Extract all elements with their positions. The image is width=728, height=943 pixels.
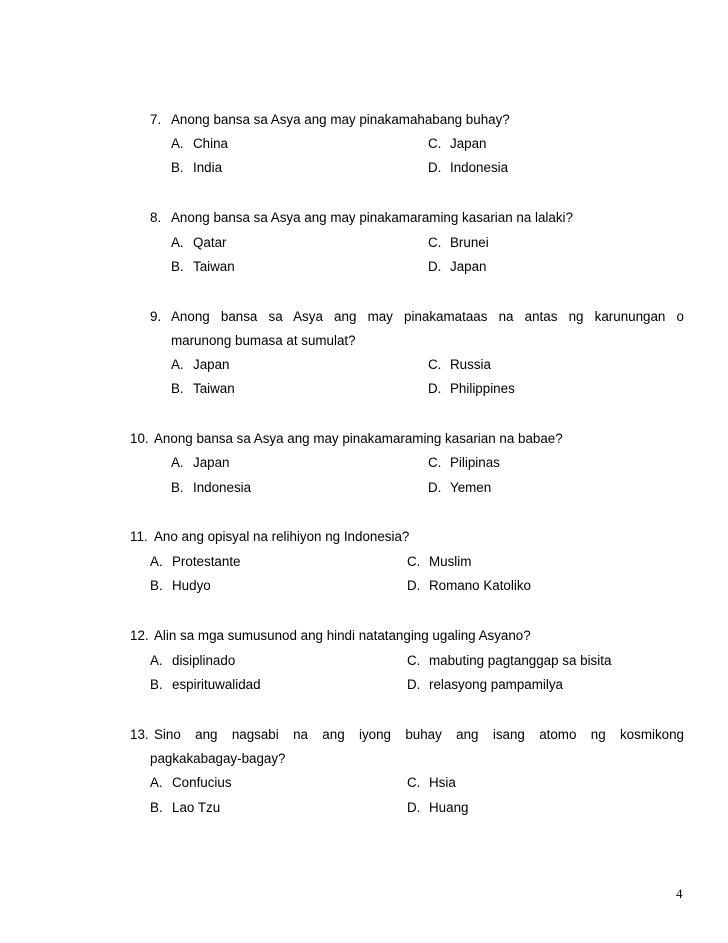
option-d: D. Japan [428, 259, 487, 274]
option-b: B. Indonesia [171, 480, 252, 495]
option-b: B. espirituwalidad [150, 677, 261, 692]
question-text-line-1: Anong bansa sa Asya ang may pinakamataas na antas ng karunungan o [171, 309, 684, 324]
option-a: A. Japan [171, 455, 230, 470]
option-d: D. relasyong pampamilya [407, 677, 563, 692]
option-a: A. Confucius [150, 775, 232, 790]
question-number: 12. [130, 628, 149, 643]
option-c: C. Pilipinas [428, 455, 500, 470]
question-number: 8. [150, 210, 162, 225]
page-number: 4 [676, 886, 683, 901]
question-number: 13. [130, 727, 149, 742]
option-d: D. Indonesia [428, 160, 509, 175]
option-c: C. Hsia [407, 775, 456, 790]
option-b: B. Taiwan [171, 381, 235, 396]
option-a: A. Protestante [150, 554, 241, 569]
question-number: 11. [130, 529, 148, 544]
option-c: C. Brunei [428, 235, 489, 250]
question-number: 10. [130, 431, 149, 446]
question-text: Ano ang opisyal na relihiyon ng Indonesia? [154, 529, 410, 544]
question-text-line-1: Sino ang nagsabi na ang iyong buhay ang isang atomo ng kosmikong [154, 727, 684, 742]
option-b: B. India [171, 160, 223, 175]
question-text: Anong bansa sa Asya ang may pinakamaraming kasarian na babae? [154, 431, 563, 446]
option-d: D. Philippines [428, 381, 515, 396]
question-text-line-2: marunong bumasa at sumulat? [171, 333, 356, 348]
option-d: D. Yemen [428, 480, 492, 495]
option-b: B. Lao Tzu [150, 800, 221, 815]
option-b: B. Hudyo [150, 578, 211, 593]
question-text-line-2: pagkakabagay-bagay? [150, 751, 286, 766]
option-a: A. disiplinado [150, 653, 236, 668]
option-a: A. China [171, 136, 228, 151]
option-c: C. Muslim [407, 554, 472, 569]
option-d: D. Huang [407, 800, 469, 815]
option-c: C. Japan [428, 136, 487, 151]
question-text: Alin sa mga sumusunod ang hindi natatanging ugaling Asyano? [154, 628, 531, 643]
option-c: C. Russia [428, 357, 491, 372]
question-number: 9. [150, 309, 162, 324]
option-a: A. Japan [171, 357, 230, 372]
question-text: Anong bansa sa Asya ang may pinakamahabang buhay? [171, 112, 510, 127]
question-text: Anong bansa sa Asya ang may pinakamaraming kasarian na lalaki? [171, 210, 573, 225]
option-c: C. mabuting pagtanggap sa bisita [407, 653, 612, 668]
option-a: A. Qatar [171, 235, 227, 250]
option-d: D. Romano Katoliko [407, 578, 531, 593]
question-number: 7. [150, 112, 162, 127]
option-b: B. Taiwan [171, 259, 235, 274]
